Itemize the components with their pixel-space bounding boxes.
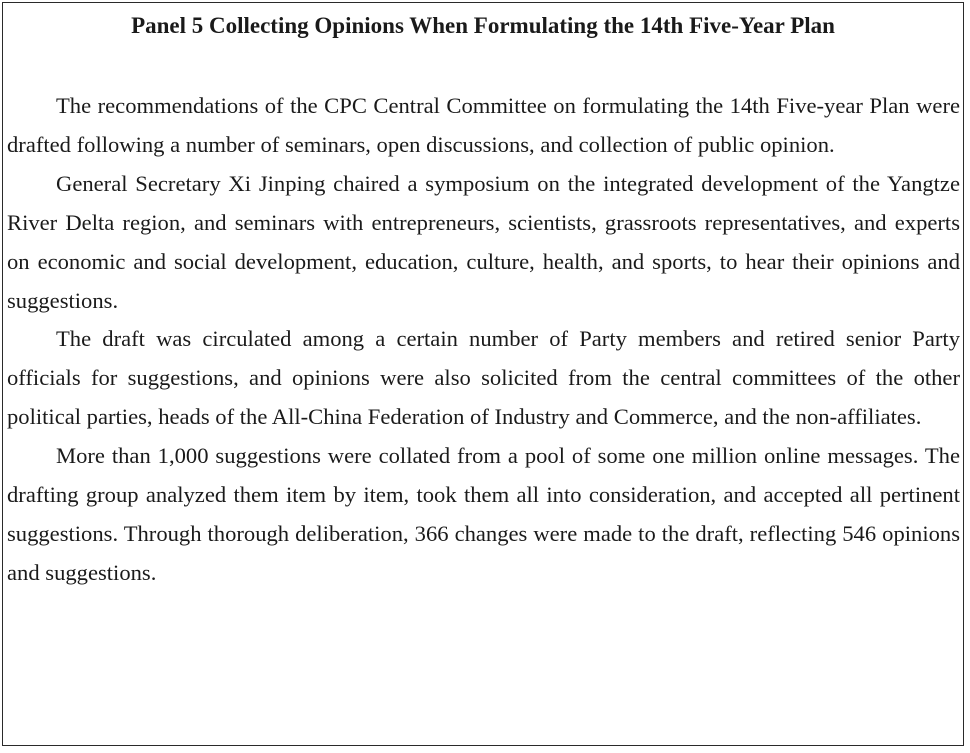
paragraph-2: General Secretary Xi Jinping chaired a symposium on the integrated development of the Yangtze River Delta region, and seminars with entrepreneurs, scientists, grassroots representatives, and experts on economic and social development, education, culture, health, and sports, to hear their opinions and suggestions. (7, 170, 960, 313)
panel-box (2, 2, 964, 746)
paragraph-4: More than 1,000 suggestions were collated from a pool of some one million online messages. The drafting group analyzed them item by item, took them all into consideration, and accepted all pertinent suggestions. Through thorough deliberation, 366 changes were made to the draft, reflecting 546 opinions and suggestions. (7, 443, 960, 585)
paragraph-1: The recommendations of the CPC Central Committee on formulating the 14th Five-year Plan were drafted following a number of seminars, open discussions, and collection of public opinion. (7, 93, 960, 157)
paragraph-3: The draft was circulated among a certain number of Party members and retired senior Party officials for suggestions, and opinions were also solicited from the central committees of the other political parties, heads of the All-China Federation of Industry and Commerce, and the non-affiliates. (7, 326, 960, 430)
panel-body (7, 87, 960, 593)
panel-title: Panel 5 Collecting Opinions When Formulating the 14th Five-Year Plan (131, 13, 835, 38)
